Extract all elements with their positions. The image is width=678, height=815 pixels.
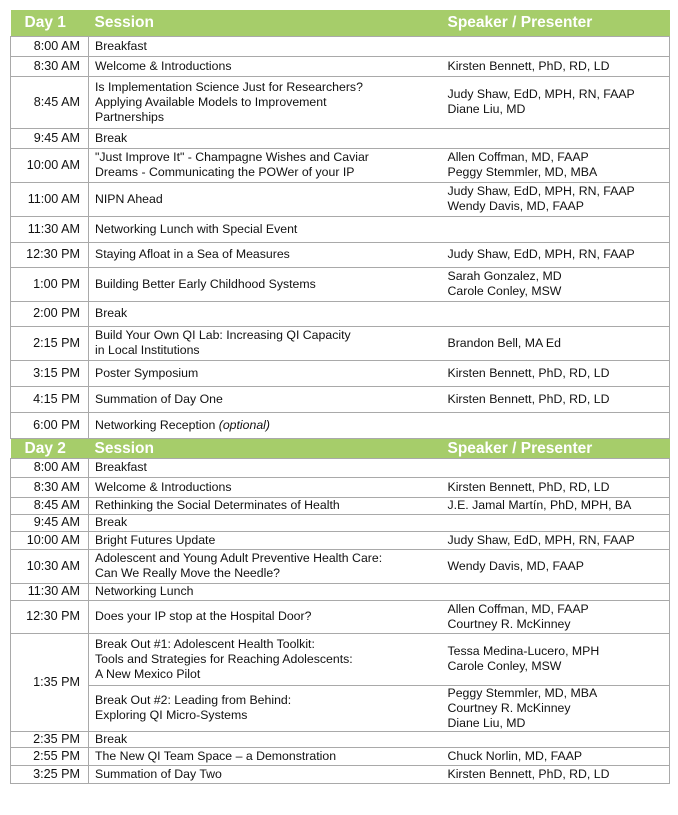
schedule-row <box>11 182 670 216</box>
session-time: 11:30 AM <box>11 216 89 242</box>
schedule-row <box>11 731 670 747</box>
speaker-list <box>434 549 670 583</box>
speaker-name: Tessa Medina-Lucero, MPH <box>447 644 600 658</box>
session-time: 2:35 PM <box>11 731 89 747</box>
breakout-row <box>11 685 670 731</box>
session-time: 8:45 AM <box>11 497 89 514</box>
speaker-list <box>434 633 670 685</box>
schedule-row <box>11 765 670 783</box>
speaker-name: Brandon Bell, MA Ed <box>447 335 561 350</box>
schedule-row <box>11 497 670 514</box>
speaker-list <box>434 301 670 326</box>
day1-header-row <box>11 10 670 36</box>
session-title-line: Networking Reception <box>95 417 216 432</box>
speaker-name: Kirsten Bennett, PhD, RD, LD <box>447 391 610 406</box>
session-title <box>89 747 434 765</box>
speaker-list <box>434 182 670 216</box>
speaker-name: Carole Conley, MSW <box>447 659 562 673</box>
speaker-list <box>434 128 670 148</box>
session-time: 9:45 AM <box>11 128 89 148</box>
speaker-list <box>434 36 670 56</box>
schedule-row <box>11 412 670 438</box>
schedule-row <box>11 216 670 242</box>
session-title-line: Exploring QI Micro-Systems <box>95 708 248 722</box>
speaker-list <box>434 731 670 747</box>
speaker-name: Kirsten Bennett, PhD, RD, LD <box>447 479 610 494</box>
session-title <box>89 531 434 549</box>
session-time: 8:00 AM <box>11 458 89 477</box>
session-title <box>89 412 434 438</box>
session-title-line: Is Implementation Science Just for Researchers? <box>95 79 363 94</box>
session-time: 10:00 AM <box>11 148 89 182</box>
schedule-row <box>11 36 670 56</box>
schedule-row <box>11 128 670 148</box>
session-title-line: Break <box>95 515 128 529</box>
session-time: 2:15 PM <box>11 326 89 360</box>
session-title-line: NIPN Ahead <box>95 191 163 206</box>
speaker-list <box>434 531 670 549</box>
speaker-list <box>434 386 670 412</box>
session-time: 4:15 PM <box>11 386 89 412</box>
speaker-name: Allen Coffman, MD, FAAP <box>447 601 589 616</box>
session-column-header: Session <box>89 438 434 458</box>
speaker-list <box>434 242 670 267</box>
schedule-row <box>11 531 670 549</box>
session-note: (optional) <box>218 417 270 432</box>
speaker-column-header: Speaker / Presenter <box>434 438 670 458</box>
session-time: 10:30 AM <box>11 549 89 583</box>
session-time: 12:30 PM <box>11 242 89 267</box>
session-title-line: Networking Lunch <box>95 584 194 598</box>
session-title-line: Partnerships <box>95 109 165 124</box>
session-time: 8:45 AM <box>11 76 89 128</box>
speaker-name: Diane Liu, MD <box>447 102 526 116</box>
speaker-name: Kirsten Bennett, PhD, RD, LD <box>447 58 610 73</box>
session-title <box>89 514 434 531</box>
session-title <box>89 765 434 783</box>
session-title <box>89 76 434 128</box>
session-time: 2:00 PM <box>11 301 89 326</box>
session-time: 3:25 PM <box>11 765 89 783</box>
schedule-row <box>11 514 670 531</box>
schedule-row <box>11 56 670 76</box>
speaker-name: Diane Liu, MD <box>447 715 526 730</box>
session-title-line: Tools and Strategies for Reaching Adolescents: <box>95 651 353 666</box>
speaker-name: Peggy Stemmler, MD, MBA <box>447 165 598 179</box>
session-title-line: Rethinking the Social Determinates of Health <box>95 498 340 512</box>
session-title <box>89 583 434 600</box>
session-time: 3:15 PM <box>11 360 89 386</box>
session-time: 1:35 PM <box>11 633 89 731</box>
day2-header-row <box>11 438 670 458</box>
session-time: 1:00 PM <box>11 267 89 301</box>
session-column-header: Session <box>89 10 434 36</box>
session-time: 6:00 PM <box>11 412 89 438</box>
speaker-name: Peggy Stemmler, MD, MBA <box>447 685 598 700</box>
schedule-row <box>11 326 670 360</box>
session-title <box>89 731 434 747</box>
session-title <box>89 360 434 386</box>
day-label: Day 1 <box>11 10 89 36</box>
session-title-line: Poster Symposium <box>95 365 199 380</box>
session-title-line: in Local Institutions <box>95 343 200 357</box>
schedule-row <box>11 386 670 412</box>
speaker-list <box>434 583 670 600</box>
schedule-row <box>11 148 670 182</box>
speaker-list <box>434 216 670 242</box>
speaker-name: Kirsten Bennett, PhD, RD, LD <box>447 365 610 380</box>
session-title <box>89 267 434 301</box>
speaker-list <box>434 412 670 438</box>
speaker-name: Judy Shaw, EdD, MPH, RN, FAAP <box>447 87 635 101</box>
speaker-name: Kirsten Bennett, PhD, RD, LD <box>447 766 610 781</box>
speaker-list <box>434 765 670 783</box>
speaker-name: Carole Conley, MSW <box>447 284 562 298</box>
schedule-row <box>11 549 670 583</box>
schedule-row <box>11 458 670 477</box>
session-title-line: Bright Futures Update <box>95 532 216 547</box>
schedule-row <box>11 267 670 301</box>
session-title <box>89 326 434 360</box>
session-time: 11:00 AM <box>11 182 89 216</box>
speaker-list <box>434 600 670 633</box>
session-title-line: Summation of Day One <box>95 391 223 406</box>
session-title-line: The New QI Team Space – a Demonstration <box>95 748 337 763</box>
session-time: 2:55 PM <box>11 747 89 765</box>
session-title <box>89 36 434 56</box>
session-title <box>89 56 434 76</box>
speaker-name: Courtney R. McKinney <box>447 616 571 631</box>
session-title-line: Break <box>95 731 128 746</box>
session-time: 8:00 AM <box>11 36 89 56</box>
schedule-row <box>11 76 670 128</box>
session-title <box>89 242 434 267</box>
speaker-list <box>434 514 670 531</box>
session-title-line: Build Your Own QI Lab: Increasing QI Capacity <box>95 328 351 342</box>
speaker-list <box>434 747 670 765</box>
speaker-name: Judy Shaw, EdD, MPH, RN, FAAP <box>447 247 635 261</box>
speaker-list <box>434 497 670 514</box>
schedule-row <box>11 242 670 267</box>
session-title-line: Applying Available Models to Improvement <box>95 94 327 109</box>
session-title-line: Break <box>95 306 128 320</box>
session-title <box>89 182 434 216</box>
speaker-name: Sarah Gonzalez, MD <box>447 269 562 283</box>
session-title <box>89 216 434 242</box>
session-title-line: Building Better Early Childhood Systems <box>95 276 316 291</box>
session-title-line: Welcome & Introductions <box>95 58 232 73</box>
session-title-line: Summation of Day Two <box>95 766 222 781</box>
schedule-row <box>11 301 670 326</box>
speaker-name: Judy Shaw, EdD, MPH, RN, FAAP <box>447 532 635 547</box>
speaker-name: Chuck Norlin, MD, FAAP <box>447 748 583 763</box>
session-title-line: A New Mexico Pilot <box>95 666 201 681</box>
session-title <box>89 148 434 182</box>
speaker-name: Courtney R. McKinney <box>447 700 571 715</box>
speaker-name: Allen Coffman, MD, FAAP <box>447 150 589 164</box>
schedule-row <box>11 477 670 497</box>
session-title-line: Networking Lunch with Special Event <box>95 221 298 236</box>
session-title <box>89 301 434 326</box>
speaker-name: Wendy Davis, MD, FAAP <box>447 199 584 213</box>
session-title-line: Adolescent and Young Adult Preventive Health Care: <box>95 551 383 565</box>
schedule-row <box>11 747 670 765</box>
speaker-list <box>434 360 670 386</box>
session-time: 11:30 AM <box>11 583 89 600</box>
schedule-row <box>11 583 670 600</box>
session-title <box>89 458 434 477</box>
speaker-list <box>434 326 670 360</box>
agenda-table <box>10 10 670 784</box>
speaker-list <box>434 685 670 731</box>
speaker-list <box>434 148 670 182</box>
session-title-line: Break Out #2: Leading from Behind: <box>95 693 292 707</box>
session-time: 9:45 AM <box>11 514 89 531</box>
session-time: 12:30 PM <box>11 600 89 633</box>
session-title-line: Breakfast <box>95 460 147 474</box>
session-title <box>89 497 434 514</box>
session-title-line: Can We Really Move the Needle? <box>95 566 281 580</box>
session-title <box>89 477 434 497</box>
speaker-column-header: Speaker / Presenter <box>434 10 670 36</box>
speaker-list <box>434 458 670 477</box>
session-title-line: Breakfast <box>95 38 147 53</box>
day-label: Day 2 <box>11 438 89 458</box>
session-title-line: "Just Improve It" - Champagne Wishes and Caviar <box>95 150 369 164</box>
session-title-line: Dreams - Communicating the POWer of your IP <box>95 165 355 179</box>
session-time: 10:00 AM <box>11 531 89 549</box>
speaker-name: J.E. Jamal Martín, PhD, MPH, BA <box>447 498 632 512</box>
schedule-row <box>11 360 670 386</box>
session-time: 8:30 AM <box>11 477 89 497</box>
session-title <box>89 633 434 685</box>
speaker-list <box>434 76 670 128</box>
session-title <box>89 685 434 731</box>
session-title <box>89 386 434 412</box>
session-title-line: Break <box>95 130 128 145</box>
speaker-list <box>434 267 670 301</box>
session-title <box>89 600 434 633</box>
session-time: 8:30 AM <box>11 56 89 76</box>
session-title <box>89 128 434 148</box>
session-title <box>89 549 434 583</box>
session-title-line: Welcome & Introductions <box>95 479 232 494</box>
speaker-list <box>434 56 670 76</box>
schedule-row <box>11 600 670 633</box>
breakout-row <box>11 633 670 685</box>
speaker-name: Judy Shaw, EdD, MPH, RN, FAAP <box>447 184 635 198</box>
session-title-line: Staying Afloat in a Sea of Measures <box>95 247 290 261</box>
speaker-name: Wendy Davis, MD, FAAP <box>447 558 584 573</box>
session-title-line: Break Out #1: Adolescent Health Toolkit: <box>95 636 315 651</box>
speaker-list <box>434 477 670 497</box>
session-title-line: Does your IP stop at the Hospital Door? <box>95 609 312 623</box>
